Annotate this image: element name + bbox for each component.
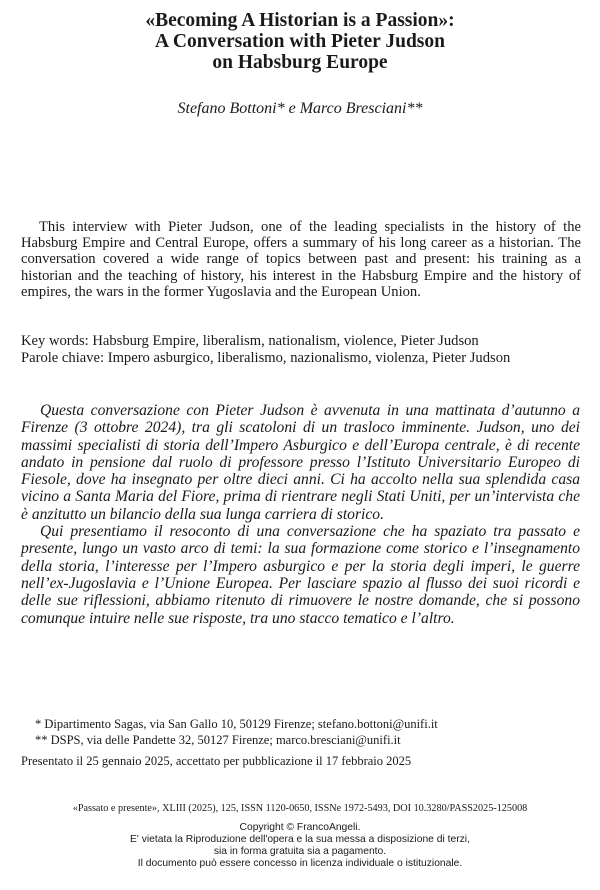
title-line: A Conversation with Pieter Judson (155, 31, 445, 52)
keywords-english: Key words: Habsburg Empire, liberalism, nationalism, violence, Pieter Judson (21, 333, 479, 349)
authors: Stefano Bottoni* e Marco Bresciani** (177, 100, 423, 117)
copyright-notice (0, 822, 600, 870)
footnote-2: ** DSPS, via delle Pandette 32, 50127 Firenze; marco.bresciani@unifi.it (35, 733, 401, 747)
journal-citation: «Passato e presente», XLIII (2025), 125, ISSN 1120-0650, ISSNe 1972-5493, DOI 10.3280/PASS2025-125008 (72, 803, 528, 814)
abstract: This interview with Pieter Judson, one of the leading specialists in the history of the Habsburg Empire and Central Europe, offers a summary of his long career as a historian. The conversation covered a wide range of topics between past and present: his training as a historian and the teaching of history, his interest in the Habsburg Empire and the history of empires, the wars in the former Yugoslavia and the European Union. (21, 219, 581, 300)
copyright-line: Copyright © FrancoAngeli. (239, 822, 361, 833)
footnotes (35, 716, 595, 748)
body-paragraph: Qui presentiamo il resoconto di una conversazione che ha spaziato tra passato e presente, lungo un vasto arco di temi: la sua formazione come storico e l’insegnamento della storia, l’interesse per l’Impero asburgico e per la storia degli imperi, le guerre nell’ex-Jugoslavia e l’Unione Europea. Per lasciare spazio al flusso dei suoi ricordi e delle sue riflessioni, abbiamo ritenuto di rimuovere le nostre domande, che si possono comunque intuire nelle sue risposte, tra uno stacco tematico e l’altro. (21, 523, 580, 627)
copyright-line: E' vietata la Riproduzione dell'opera e la sua messa a disposizione di terzi, (130, 834, 470, 845)
body-paragraph: Questa conversazione con Pieter Judson è avvenuta in una mattinata d’autunno a Firenze (3 ottobre 2024), tra gli scatoloni di un trasloco imminente. Judson, uno dei massimi specialisti di storia dell’Impero Asburgico e dell’Europa centrale, è di recente andato in pensione dal ruolo di professore presso l’Istituto Universitario Europeo di Fiesole, dove ha insegnato per oltre dieci anni. Ci ha accolto nella sua splendida casa vicino a Santa Maria del Fiore, prima di rientrare negli Stati Uniti, per un’intervista che è anzitutto un bilancio della sua lunga carriera di storico. (21, 402, 580, 523)
keywords-italian: Parole chiave: Impero asburgico, liberalismo, nazionalismo, violenza, Pieter Judson (21, 349, 511, 366)
submission-dates: Presentato il 25 gennaio 2025, accettato per pubblicazione il 17 febbraio 2025 (21, 754, 412, 768)
footnote-1: * Dipartimento Sagas, via San Gallo 10, 50129 Firenze; stefano.bottoni@unifi.it (35, 717, 438, 731)
copyright-line: Il documento può essere concesso in licenza individuale o istituzionale. (137, 858, 463, 869)
keywords (21, 333, 591, 366)
title-line: «Becoming A Historian is a Passion»: (145, 10, 455, 31)
title-line: on Habsburg Europe (212, 52, 388, 73)
copyright-line: sia in forma gratuita sia a pagamento. (213, 846, 387, 857)
body-text (21, 402, 580, 627)
article-title (0, 10, 600, 73)
